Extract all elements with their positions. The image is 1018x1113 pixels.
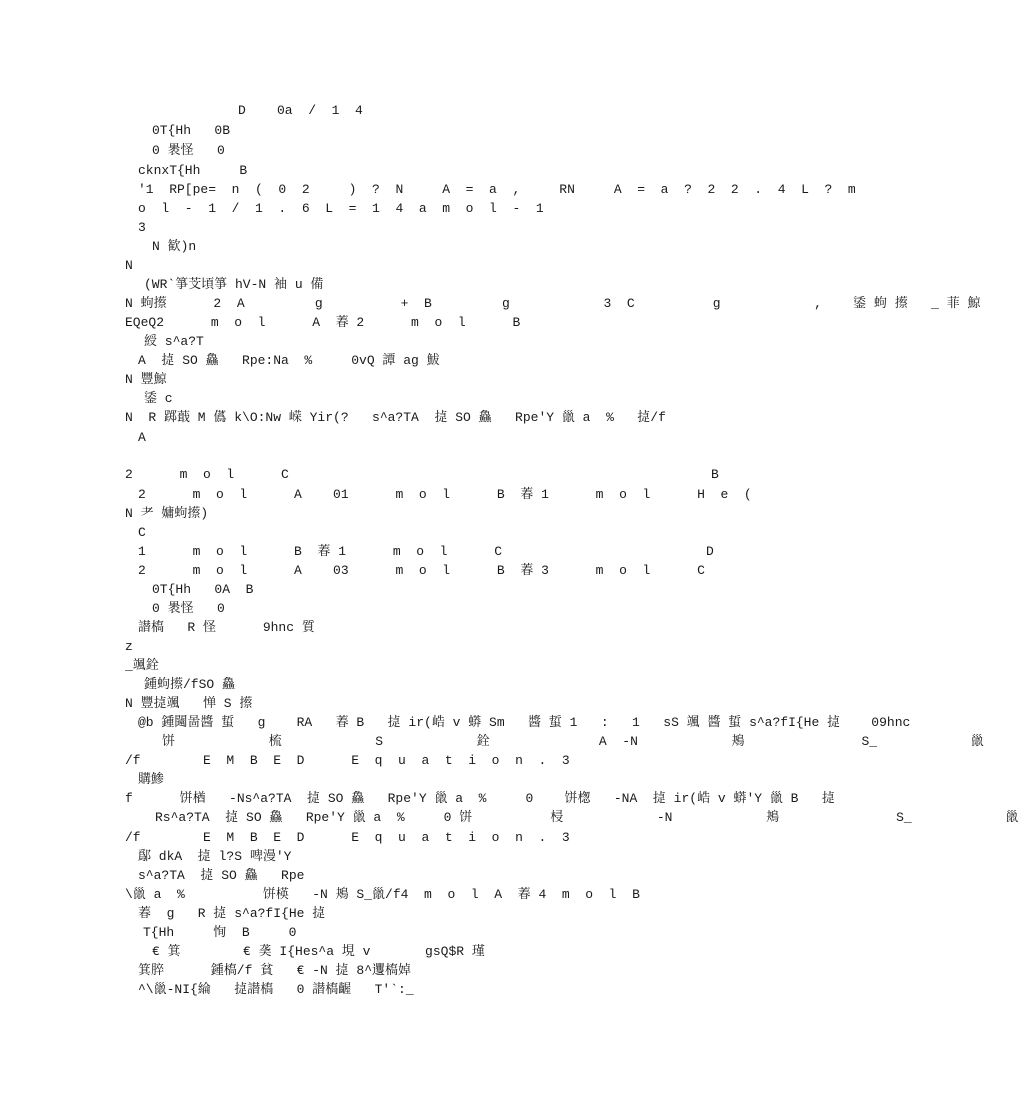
text-line: D xyxy=(706,544,714,559)
text-line: B xyxy=(711,467,719,482)
text-line: N xyxy=(125,258,133,273)
text-line: @b 鍾闧啚醬 蜇 g RA 萶 B 㨗 ir(峼 v 蟒 Sm 醬 蜇 1 : 1 sS 颯 醬 蜇 s^a?fI{He 㨗 09hnc xyxy=(138,715,911,730)
text-line: /f E M B E D E q u a t i o n . 3 xyxy=(125,830,570,845)
text-line: 鄬 dkA 㨗 l?S 啤漫'Y xyxy=(138,849,292,864)
text-line: N 歓)n xyxy=(152,239,197,254)
text-line: 綬 s^a?T xyxy=(144,334,204,349)
text-line: cknxT{Hh B xyxy=(138,163,248,178)
text-line: 鋈 c xyxy=(144,391,173,406)
text-line: 0T{Hh 0B xyxy=(152,123,231,138)
text-line: 3 xyxy=(138,220,146,235)
text-line: 2 m o l A 03 m o l B 萶 3 m o l C xyxy=(138,563,705,578)
text-line: € 箕 € 䶮 I{Hes^a 垷 v gsQ$R 瑾 xyxy=(152,944,485,959)
text-line: 0 褁怪 0 xyxy=(152,601,225,616)
text-line: 2 m o l C xyxy=(125,467,289,482)
text-line: 箕脺 鍾槗/f 貧 € -N 㨗 8^䢲槗婥 xyxy=(138,963,412,978)
text-line: 鍾蚼攃/fSO 鱻 xyxy=(144,677,236,692)
text-line: s^a?TA 㨗 SO 鱻 Rpe xyxy=(138,868,305,883)
text-line: /f E M B E D E q u a t i o n . 3 xyxy=(125,753,570,768)
text-line: N 豐㨗颯 惮 S 攃 xyxy=(125,696,253,711)
text-line: o l - 1 / 1 . 6 L = 1 4 a m o l - 1 xyxy=(138,201,544,216)
text-line: 萶 g R 㨗 s^a?fI{He 㨗 xyxy=(138,906,326,921)
text-line: N 耂 嫞蚼攃) xyxy=(125,506,209,521)
text-line: 購鯵 xyxy=(138,772,165,787)
text-line: EQeQ2 m o l A 萶 2 m o l B xyxy=(125,315,521,330)
text-line: A 㨗 SO 鱻 Rpe:Na % 0vQ 譚 ag 鮁 xyxy=(138,353,440,368)
text-line: N R 踯蕺 M 儰 k\O:Nw 嵘 Yir(? s^a?TA 㨗 SO 鱻 Rpe'Y 巤 a % 㨗/f xyxy=(125,410,666,425)
text-line: '1 RP[pe= n ( 0 2 ) ? N A = a , RN A = a ? 2 2 . 4 L ? m xyxy=(138,182,856,197)
text-line: N 豐鯨 xyxy=(125,372,167,387)
text-line: C xyxy=(138,525,146,540)
text-line: 饼 梳 S 銓 A -N 鴂 S_ 巤 xyxy=(162,734,984,749)
text-line: z xyxy=(125,639,133,654)
text-line: f 饼楢 -Ns^a?TA 㨗 SO 鱻 Rpe'Y 巤 a % 0 饼楤 -NA 㨗 ir(峼 v 蟒'Y 巤 B 㨗 xyxy=(125,791,835,806)
text-line: (WR`箏芠頃箏 hV-N 袖 u 備 xyxy=(144,277,324,292)
text-line: T{Hh 恂 B 0 xyxy=(143,925,297,940)
text-line: Rs^a?TA 㨗 SO 鱻 Rpe'Y 巤 a % 0 饼 梫 -N 鴂 S_ 巤 xyxy=(155,810,1018,825)
text-line: ^\巤-NI{綸 㨗譛槗 0 譛槗齷 T'`:_ xyxy=(138,982,414,997)
text-line: _颯銓 xyxy=(125,658,159,673)
text-line: A xyxy=(138,430,146,445)
text-line: \巤 a % 饼楧 -N 鴂 S_巤/f4 m o l A 萶 4 m o l B xyxy=(125,887,640,902)
text-line: 譛槗 R 怪 9hnc 質 xyxy=(138,620,315,635)
text-line: D 0a / 1 4 xyxy=(238,103,363,118)
text-line: 1 m o l B 萶 1 m o l C xyxy=(138,544,503,559)
text-line: 0T{Hh 0A B xyxy=(152,582,254,597)
text-line: 2 m o l A 01 m o l B 萶 1 m o l H e ( xyxy=(138,487,752,502)
text-line: 0 褁怪 0 xyxy=(152,143,225,158)
text-line: N 蚼攃 2 A g + B g 3 C g , 鋈 蚼 攃 _ 菲 鯨 xyxy=(125,296,981,311)
